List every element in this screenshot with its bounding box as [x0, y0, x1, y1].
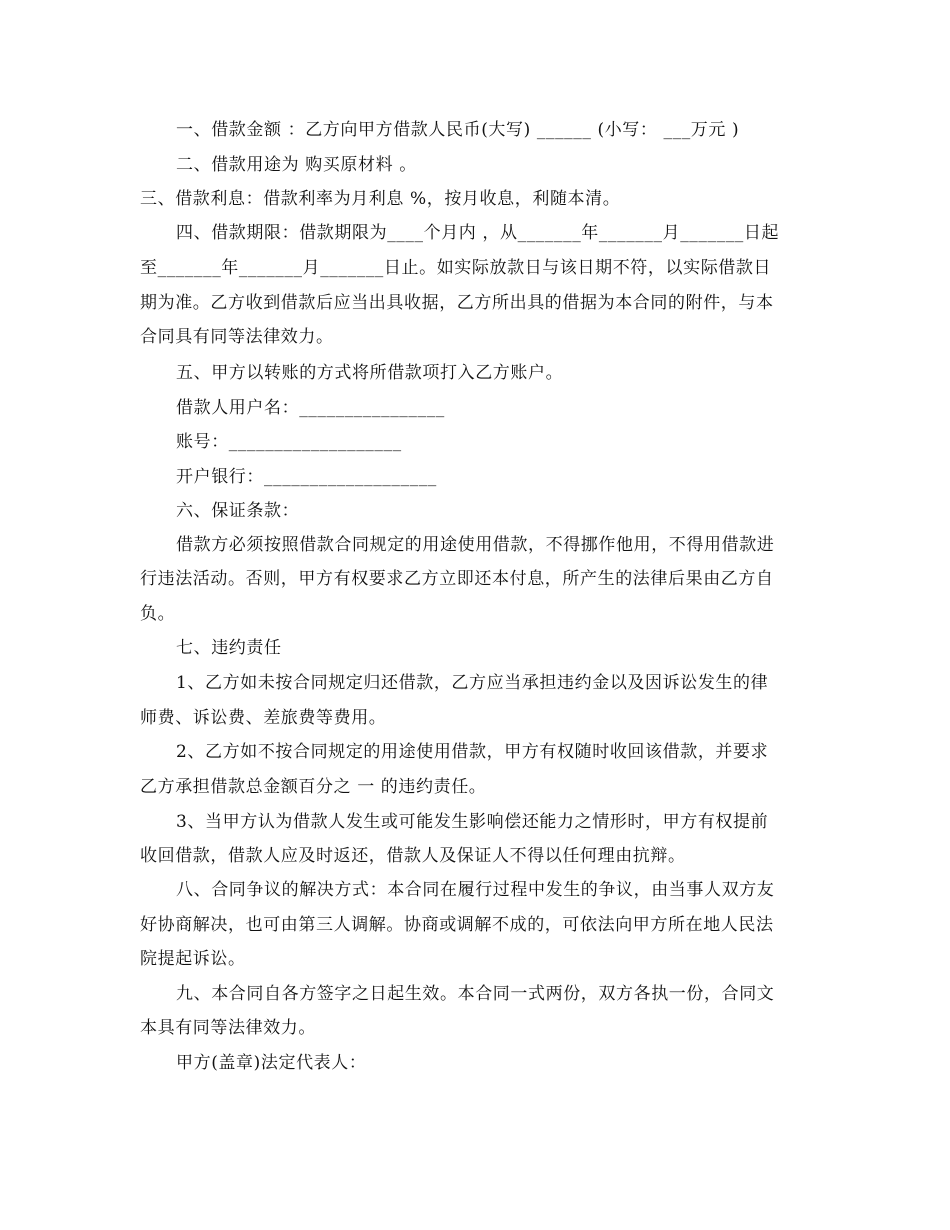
clause-8-dispute: 八、合同争议的解决方式：本合同在履行过程中发生的争议，由当事人双方友: [176, 880, 775, 900]
clause-9-effect-line-2: 本具有同等法律效力。: [140, 1018, 316, 1038]
clause-8-dispute-line-2: 好协商解决，也可由第三人调解。协商或调解不成的，可依法向甲方所在地人民法: [140, 915, 774, 935]
clause-4-term-line-4: 合同具有同等法律效力。: [140, 327, 334, 347]
clause-6-text: 借款方必须按照借款合同规定的用途使用借款，不得挪作他用，不得用借款进: [176, 535, 775, 555]
account-number-field: 账号：___________________: [176, 432, 402, 452]
clause-6-text-line-3: 负。: [140, 604, 176, 624]
clause-4-term: 四、借款期限：借款期限为____个月内 ，从_______年_______月_______日起: [176, 223, 780, 243]
clause-7-heading: 七、违约责任: [176, 638, 282, 658]
clause-3-interest: 三、借款利息：借款利率为月利息 %，按月收息，利随本清。: [140, 189, 621, 209]
clause-7-item-1: 1、乙方如未按合同规定归还借款，乙方应当承担违约金以及因诉讼发生的律: [176, 673, 769, 693]
clause-8-dispute-line-3: 院提起诉讼。: [140, 949, 246, 969]
clause-9-effect: 九、本合同自各方签字之日起生效。本合同一式两份，双方各执一份，合同文: [176, 984, 775, 1004]
clause-6-heading: 六、保证条款：: [176, 501, 300, 521]
clause-7-item-3-line-2: 收回借款，借款人应及时返还，借款人及保证人不得以任何理由抗辩。: [140, 846, 686, 866]
clause-7-item-3: 3、当甲方认为借款人发生或可能发生影响偿还能力之情形时，甲方有权提前: [176, 812, 769, 832]
clause-4-term-line-3: 期为准。乙方收到借款后应当出具收据，乙方所出具的借据为本合同的附件，与本: [140, 293, 774, 313]
bank-name-field: 开户银行：___________________: [176, 467, 437, 487]
clause-5-transfer: 五、甲方以转账的方式将所借款项打入乙方账户。: [176, 363, 564, 383]
clause-2-purpose: 二、借款用途为 购买原材料 。: [176, 155, 417, 175]
party-a-signature-line: 甲方(盖章)法定代表人：: [176, 1053, 367, 1073]
clause-7-item-2-line-2: 乙方承担借款总金额百分之 一 的违约责任。: [140, 777, 487, 797]
clause-7-item-2: 2、乙方如不按合同规定的用途使用借款，甲方有权随时收回该借款，并要求: [176, 742, 769, 762]
account-name-field: 借款人用户名：________________: [176, 398, 445, 418]
clause-7-item-1-line-2: 师费、诉讼费、差旅费等费用。: [140, 708, 387, 728]
clause-1-amount: 一、借款金额 ：乙方向甲方借款人民币(大写) ______ (小写： ___万元 ): [176, 120, 740, 140]
clause-6-text-line-2: 行违法活动。否则，甲方有权要求乙方立即还本付息，所产生的法律后果由乙方自: [140, 569, 774, 589]
clause-4-term-line-2: 至_______年_______月_______日止。如实际放款日与该日期不符，以实际借款日: [140, 258, 772, 278]
